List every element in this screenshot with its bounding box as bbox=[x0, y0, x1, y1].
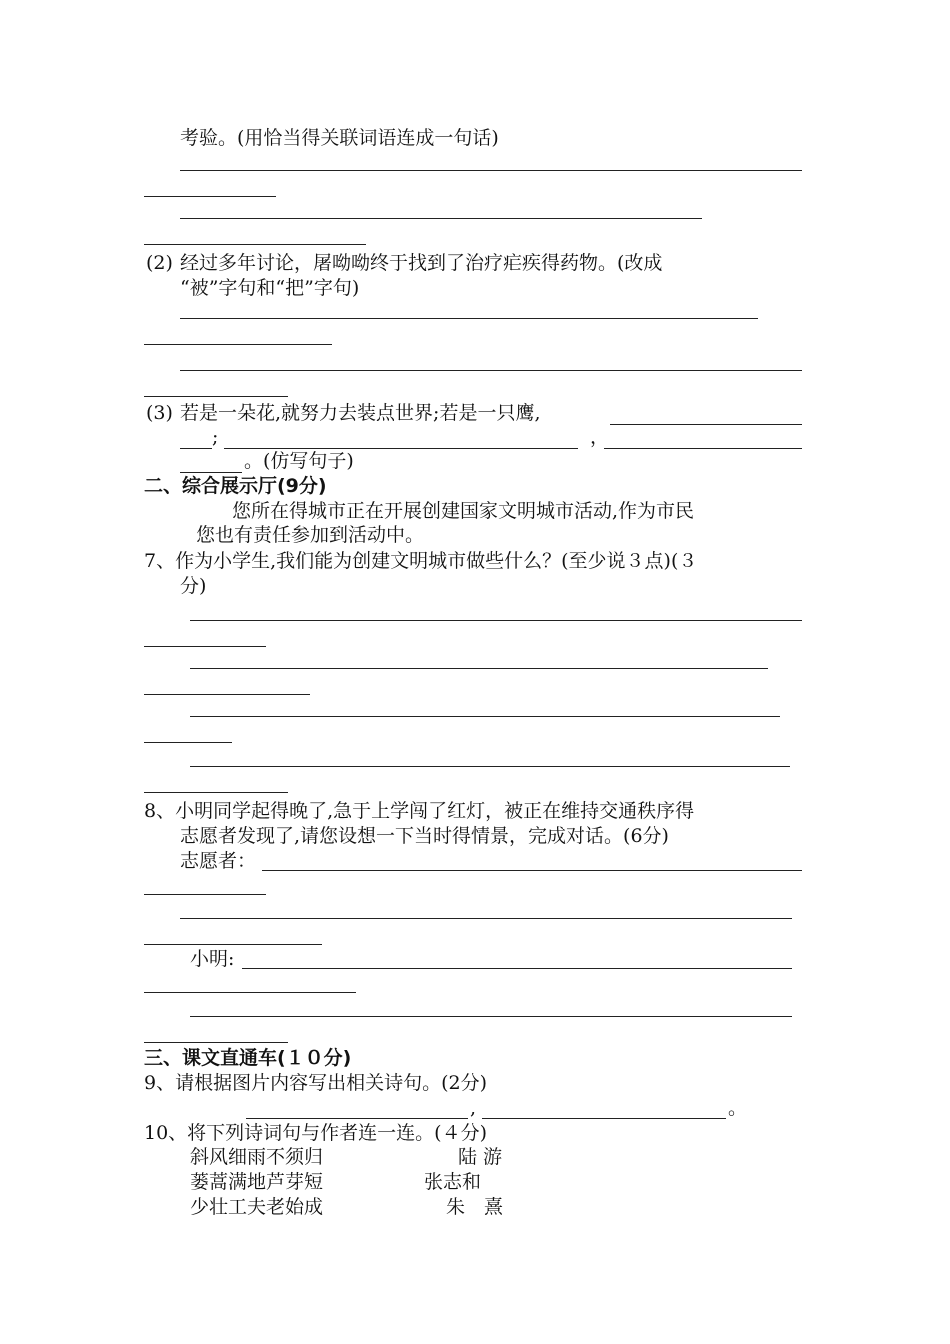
separator: ， bbox=[590, 426, 610, 448]
question-10: 10、将下列诗词句与作者连一连。(４分) bbox=[144, 1122, 488, 1144]
separator: , bbox=[470, 1097, 477, 1119]
answer-line bbox=[144, 646, 266, 647]
poem-line: 少壮工夫老始成 bbox=[190, 1196, 324, 1218]
answer-line bbox=[144, 944, 322, 945]
dialogue-label-xiaoming: 小明: bbox=[190, 948, 235, 970]
question-text: 经过多年讨论，屠呦呦终于找到了治疗疟疾得药物。(改成 bbox=[180, 252, 663, 274]
answer-line bbox=[180, 370, 802, 371]
answer-line bbox=[190, 716, 780, 717]
answer-line bbox=[242, 968, 792, 969]
answer-line bbox=[144, 694, 310, 695]
poem-author: 张志和 bbox=[424, 1171, 482, 1193]
answer-line bbox=[180, 170, 802, 171]
answer-line bbox=[144, 992, 356, 993]
answer-line bbox=[224, 448, 578, 449]
poem-author: 朱 熹 bbox=[446, 1196, 504, 1218]
answer-line bbox=[190, 1016, 792, 1017]
dialogue-label-volunteer: 志愿者： bbox=[180, 850, 257, 872]
question-7: 7、作为小学生,我们能为创建文明城市做些什么？(至少说３点)(３ bbox=[144, 550, 698, 572]
question-8: 8、小明同学起得晚了,急于上学闯了红灯，被正在维持交通秩序得 bbox=[144, 800, 695, 822]
question-7-cont: 分) bbox=[180, 575, 207, 597]
answer-line bbox=[190, 668, 768, 669]
answer-line bbox=[604, 448, 802, 449]
answer-line bbox=[180, 918, 792, 919]
answer-line bbox=[144, 894, 266, 895]
section-heading: 二、综合展示厅(9分) bbox=[144, 475, 327, 497]
question-8-cont: 志愿者发现了,请您设想一下当时得情景，完成对话。(6分) bbox=[180, 825, 669, 847]
answer-line bbox=[144, 742, 232, 743]
answer-line bbox=[144, 1042, 288, 1043]
answer-line bbox=[144, 196, 276, 197]
section-intro: 您所在得城市正在开展创建国家文明城市活动,作为市民 bbox=[232, 500, 695, 522]
answer-line bbox=[180, 218, 702, 219]
question-text: “被”字句和“把”字句) bbox=[180, 277, 360, 299]
answer-line bbox=[144, 792, 288, 793]
answer-line bbox=[180, 318, 758, 319]
poem-line: 蒌蒿满地芦芽短 bbox=[190, 1171, 324, 1193]
poem-author: 陆 游 bbox=[458, 1146, 503, 1168]
answer-line bbox=[180, 448, 212, 449]
answer-line bbox=[144, 396, 288, 397]
answer-line bbox=[190, 620, 802, 621]
answer-line bbox=[180, 472, 242, 473]
answer-line bbox=[144, 344, 332, 345]
question-text: 若是一朵花,就努力去装点世界;若是一只鹰, bbox=[180, 402, 541, 424]
separator: ; bbox=[212, 426, 219, 448]
poem-line: 斜风细雨不须归 bbox=[190, 1146, 324, 1168]
answer-line bbox=[262, 870, 802, 871]
separator: 。 bbox=[728, 1097, 748, 1119]
answer-line bbox=[246, 1118, 468, 1119]
answer-line bbox=[190, 766, 790, 767]
section-intro: 您也有责任参加到活动中。 bbox=[196, 524, 425, 546]
answer-line bbox=[144, 244, 366, 245]
question-9: 9、请根据图片内容写出相关诗句。(2分) bbox=[144, 1072, 488, 1094]
answer-line bbox=[482, 1118, 726, 1119]
question-text: 。(仿写句子) bbox=[244, 450, 354, 472]
question-tail: 考验。(用恰当得关联词语连成一句话) bbox=[180, 127, 499, 149]
section-heading: 三、课文直通车(１０分) bbox=[144, 1047, 352, 1069]
question-number: (3) bbox=[146, 402, 173, 424]
answer-line bbox=[610, 424, 802, 425]
question-number: (2) bbox=[146, 252, 173, 274]
